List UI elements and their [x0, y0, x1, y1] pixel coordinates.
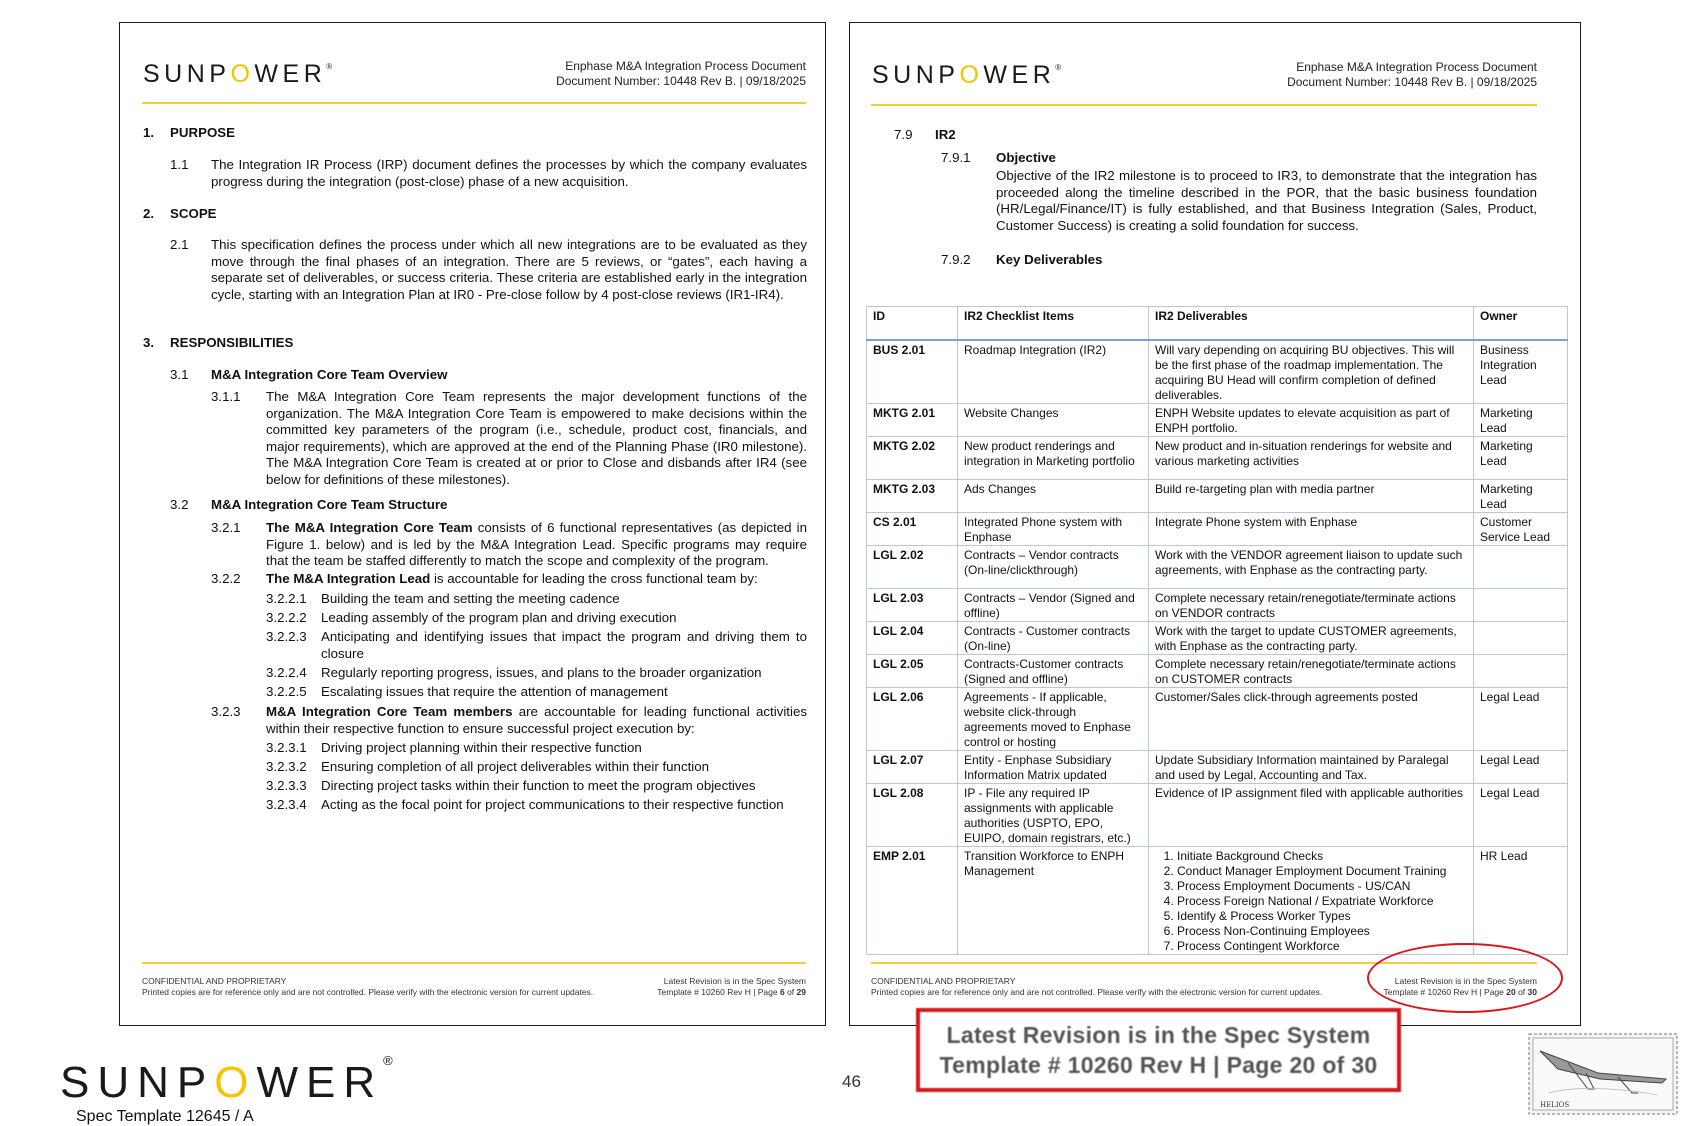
cell-deliverable: Complete necessary retain/renegotiate/terminate actions on CUSTOMER contracts: [1149, 655, 1474, 688]
spec-template-label: Spec Template 12645 / A: [76, 1108, 254, 1125]
cell-deliverable: Build re-targeting plan with media partner: [1149, 480, 1474, 513]
cell-id: MKTG 2.01: [867, 404, 958, 437]
header-title: Enphase M&A Integration Process Document: [1296, 60, 1537, 74]
item-3-2-3-4-text: Acting as the focal point for project communications to their respective function: [321, 797, 784, 812]
item-3-2-2-1-number: 3.2.2.1: [266, 591, 307, 606]
list-item: 4. Process Foreign National / Expatriate Workforce: [1177, 894, 1467, 909]
section-2-1-text: This specification defines the process under which all new integrations are to be evaluated as they move through the final phases of an integration. There are 5 reviews, or “gates”, each having a separate set of deliverables, or success criteria. These criteria are established early in the integration cycle, starting with an Integration Plan at IR0 - Pre-close follow by 4 post-close reviews (IR1-IR4).: [211, 237, 807, 302]
section-3-2-3-number: 3.2.3: [211, 704, 241, 719]
cell-id: LGL 2.06: [867, 688, 958, 751]
section-1-1-text: The Integration IR Process (IRP) document defines the processes by which the company evaluates progress during the integration (post-close) phase of a new acquisition.: [211, 157, 807, 189]
header-doc-number: Document Number: 10448 Rev B. | 09/18/2025: [1287, 75, 1537, 89]
cell-owner: Legal Lead: [1474, 688, 1568, 751]
section-7-9-1-number: 7.9.1: [941, 150, 971, 165]
cell-checklist: Contracts - Customer contracts (On-line): [958, 622, 1149, 655]
cell-deliverable: Integrate Phone system with Enphase: [1149, 513, 1474, 546]
cell-id: LGL 2.07: [867, 751, 958, 784]
cell-id: BUS 2.01: [867, 340, 958, 404]
cell-owner: HR Lead: [1474, 847, 1568, 955]
cell-checklist: Contracts – Vendor contracts (On-line/clickthrough): [958, 546, 1149, 589]
section-2-number: 2.: [143, 206, 155, 221]
table-header-row: [867, 307, 1568, 341]
list-item: 2. Conduct Manager Employment Document Training: [1177, 864, 1467, 879]
section-2-1-number: 2.1: [170, 237, 189, 252]
cell-checklist: Contracts – Vendor (Signed and offline): [958, 589, 1149, 622]
item-3-2-3-4-number: 3.2.3.4: [266, 797, 307, 812]
cell-owner: Customer Service Lead: [1474, 513, 1568, 546]
cell-checklist: Contracts-Customer contracts (Signed and offline): [958, 655, 1149, 688]
column-header-owner: Owner: [1474, 307, 1568, 341]
item-3-2-2-3-number: 3.2.2.3: [266, 629, 307, 644]
section-3-title: RESPONSIBILITIES: [170, 335, 294, 350]
callout-line-2: Template # 10260 Rev H | Page 20 of 30: [939, 1052, 1378, 1078]
sunpower-logo-large: SUNPOWER®: [60, 1053, 393, 1107]
section-7-9-2-title: Key Deliverables: [996, 252, 1103, 267]
section-2-title: SCOPE: [170, 206, 217, 221]
item-3-2-2-1-text: Building the team and setting the meeting cadence: [321, 591, 620, 606]
section-1-1-number: 1.1: [170, 157, 189, 172]
section-3-1-1-number: 3.1.1: [211, 389, 241, 404]
document-page-right: [849, 22, 1581, 1026]
item-3-2-3-1-number: 3.2.3.1: [266, 740, 307, 755]
footer-confidential: CONFIDENTIAL AND PROPRIETARY Printed copies are for reference only and are not controlled. Please verify with the electronic version for current updates.: [871, 976, 1323, 997]
callout-line-1: Latest Revision is in the Spec System: [946, 1022, 1371, 1048]
cell-owner: Marketing Lead: [1474, 480, 1568, 513]
sunpower-logo: SUNPOWER®: [143, 60, 333, 88]
item-3-2-2-5-text: Escalating issues that require the attention of management: [321, 684, 668, 699]
table-row: [867, 513, 1568, 546]
table-row: [867, 589, 1568, 622]
list-item: 3. Process Employment Documents - US/CAN: [1177, 879, 1467, 894]
section-3-2-title: M&A Integration Core Team Structure: [211, 497, 448, 512]
section-3-1-title: M&A Integration Core Team Overview: [211, 367, 448, 382]
item-3-2-3-2-number: 3.2.3.2: [266, 759, 307, 774]
section-1-title: PURPOSE: [170, 125, 236, 140]
stamp-label: HELIOS: [1540, 1101, 1570, 1109]
cell-id: LGL 2.05: [867, 655, 958, 688]
list-item: 1. Initiate Background Checks: [1177, 849, 1467, 864]
table-row: [867, 437, 1568, 480]
section-3-2-2-number: 3.2.2: [211, 571, 241, 586]
deliverables-list: [1155, 849, 1467, 954]
table-row: [867, 847, 1568, 955]
item-3-2-2-2-number: 3.2.2.2: [266, 610, 307, 625]
cell-owner: Marketing Lead: [1474, 437, 1568, 480]
cell-id: LGL 2.04: [867, 622, 958, 655]
table-row: [867, 655, 1568, 688]
highlight-oval: [1367, 943, 1563, 1013]
item-3-2-2-3-text: Anticipating and identifying issues that impact the program and driving them to closure: [321, 629, 807, 661]
cell-id: EMP 2.01: [867, 847, 958, 955]
section-3-2-number: 3.2: [170, 497, 189, 512]
section-7-9-2-number: 7.9.2: [941, 252, 971, 267]
document-header: [1287, 60, 1537, 90]
cell-id: MKTG 2.03: [867, 480, 958, 513]
cell-owner: Legal Lead: [1474, 751, 1568, 784]
section-7-9-1-text: Objective of the IR2 milestone is to proceed to IR3, to demonstrate that the integration has proceeded along the timeline described in the POR, that the basic business foundation (HR/Legal/Finance/IT) is fully established, and that Business Integration (Sales, Product, Customer Success) is creating a solid foundation for success.: [996, 168, 1537, 233]
section-3-number: 3.: [143, 335, 155, 350]
document-page-left: [119, 22, 826, 1026]
table-row: [867, 404, 1568, 437]
section-1-number: 1.: [143, 125, 155, 140]
item-3-2-2-5-number: 3.2.2.5: [266, 684, 307, 699]
cell-checklist: Agreements - If applicable, website click-through agreements moved to Enphase control or hosting: [958, 688, 1149, 751]
table-row: [867, 340, 1568, 404]
cell-deliverable: Work with the target to update CUSTOMER agreements, with Enphase as the contracting party.: [1149, 622, 1474, 655]
cell-deliverable: Will vary depending on acquiring BU objectives. This will be the first phase of the roadmap implementation. The acquiring BU Head will confirm completion of defined deliverables.: [1149, 340, 1474, 404]
cell-checklist: Integrated Phone system with Enphase: [958, 513, 1149, 546]
header-rule: [871, 104, 1537, 106]
cell-id: CS 2.01: [867, 513, 958, 546]
revision-callout: [916, 1008, 1401, 1092]
table-row: [867, 622, 1568, 655]
table-row: [867, 480, 1568, 513]
slide-page-number: 46: [842, 1072, 861, 1091]
header-rule: [142, 102, 806, 104]
header-doc-number: Document Number: 10448 Rev B. | 09/18/2025: [556, 74, 806, 88]
cell-owner: [1474, 655, 1568, 688]
cell-owner: Legal Lead: [1474, 784, 1568, 847]
section-3-2-2-text: The M&A Integration Lead is accountable for leading the cross functional team by:: [266, 571, 758, 586]
cell-checklist: Roadmap Integration (IR2): [958, 340, 1149, 404]
cell-id: MKTG 2.02: [867, 437, 958, 480]
cell-owner: [1474, 622, 1568, 655]
cell-checklist: New product renderings and integration in Marketing portfolio: [958, 437, 1149, 480]
cell-checklist: Ads Changes: [958, 480, 1149, 513]
list-item: 6. Process Non-Continuing Employees: [1177, 924, 1467, 939]
cell-deliverable: Work with the VENDOR agreement liaison to update such agreements, with Enphase as the contracting party.: [1149, 546, 1474, 589]
cell-deliverable: Complete necessary retain/renegotiate/terminate actions on VENDOR contracts: [1149, 589, 1474, 622]
helios-aircraft-stamp-icon: [1528, 1033, 1678, 1115]
item-3-2-2-4-number: 3.2.2.4: [266, 665, 307, 680]
cell-owner: [1474, 546, 1568, 589]
cell-id: LGL 2.03: [867, 589, 958, 622]
document-header: [556, 59, 806, 89]
cell-owner: Marketing Lead: [1474, 404, 1568, 437]
footer-revision: Latest Revision is in the Spec System Template # 10260 Rev H | Page 6 of 29: [657, 976, 806, 997]
section-7-9-1-title: Objective: [996, 150, 1056, 165]
section-3-1-number: 3.1: [170, 367, 189, 382]
cell-deliverable: Evidence of IP assignment filed with applicable authorities: [1149, 784, 1474, 847]
section-3-2-1-text: The M&A Integration Core Team consists of 6 functional representatives (as depicted in Figure 1. below) and is led by the M&A Integration Lead. Specific programs may require that the team be staffed differently to match the scope and complexity of the program.: [266, 520, 808, 568]
section-3-2-1-number: 3.2.1: [211, 520, 241, 535]
cell-checklist: Entity - Enphase Subsidiary Information Matrix updated: [958, 751, 1149, 784]
section-3-2-3-text: M&A Integration Core Team members are accountable for leading functional activities within their respective function to ensure successful project execution by:: [266, 704, 807, 736]
footer-confidential: CONFIDENTIAL AND PROPRIETARY Printed copies are for reference only and are not controlled. Please verify with the electronic version for current updates.: [142, 976, 594, 997]
column-header-deliverables: IR2 Deliverables: [1149, 307, 1474, 341]
footer-revision: Latest Revision is in the Spec System Template # 10260 Rev H | Page 20 of 30: [1383, 976, 1537, 997]
cell-id: LGL 2.08: [867, 784, 958, 847]
table-row: [867, 546, 1568, 589]
section-7-9-number: 7.9: [894, 127, 913, 142]
column-header-checklist: IR2 Checklist Items: [958, 307, 1149, 341]
item-3-2-3-1-text: Driving project planning within their respective function: [321, 740, 642, 755]
cell-checklist: Transition Workforce to ENPH Management: [958, 847, 1149, 955]
cell-id: LGL 2.02: [867, 546, 958, 589]
list-item: 5. Identify & Process Worker Types: [1177, 909, 1467, 924]
cell-checklist: IP - File any required IP assignments with applicable authorities (USPTO, EPO, EUIPO, domain registrars, etc.): [958, 784, 1149, 847]
table-row: [867, 784, 1568, 847]
footer-rule: [142, 962, 806, 964]
ir2-deliverables-table: [866, 306, 1568, 955]
section-7-9-title: IR2: [935, 127, 956, 142]
table-row: [867, 751, 1568, 784]
cell-deliverable: New product and in-situation renderings for website and various marketing activities: [1149, 437, 1474, 480]
section-3-1-1-text: The M&A Integration Core Team represents the major development functions of the organization. The M&A Integration Core Team is empowered to make decisions within the committed key parameters of the program (i.e., schedule, product cost, financials, and major requirements), which are approved at the end of the Planning Phase (IR0 milestone). The M&A Integration Core Team is created at or prior to Close and disbands after IR4 (see below for definitions of these milestones).: [266, 389, 807, 487]
cell-checklist: Website Changes: [958, 404, 1149, 437]
item-3-2-2-2-text: Leading assembly of the program plan and driving execution: [321, 610, 677, 625]
sunpower-logo: SUNPOWER®: [872, 61, 1062, 89]
column-header-id: ID: [867, 307, 958, 341]
item-3-2-2-4-text: Regularly reporting progress, issues, and plans to the broader organization: [321, 665, 762, 680]
table-row: [867, 688, 1568, 751]
item-3-2-3-3-text: Directing project tasks within their function to meet the program objectives: [321, 778, 756, 793]
cell-deliverable: Customer/Sales click-through agreements posted: [1149, 688, 1474, 751]
cell-owner: [1474, 589, 1568, 622]
header-title: Enphase M&A Integration Process Document: [565, 59, 806, 73]
cell-deliverable: ENPH Website updates to elevate acquisition as part of ENPH portfolio.: [1149, 404, 1474, 437]
item-3-2-3-2-text: Ensuring completion of all project deliverables within their function: [321, 759, 710, 774]
cell-deliverable: Update Subsidiary Information maintained by Paralegal and used by Legal, Accounting and Tax.: [1149, 751, 1474, 784]
cell-owner: Business Integration Lead: [1474, 340, 1568, 404]
cell-deliverable: [1149, 847, 1474, 955]
item-3-2-3-3-number: 3.2.3.3: [266, 778, 307, 793]
list-item: 7. Process Contingent Workforce: [1177, 939, 1467, 954]
